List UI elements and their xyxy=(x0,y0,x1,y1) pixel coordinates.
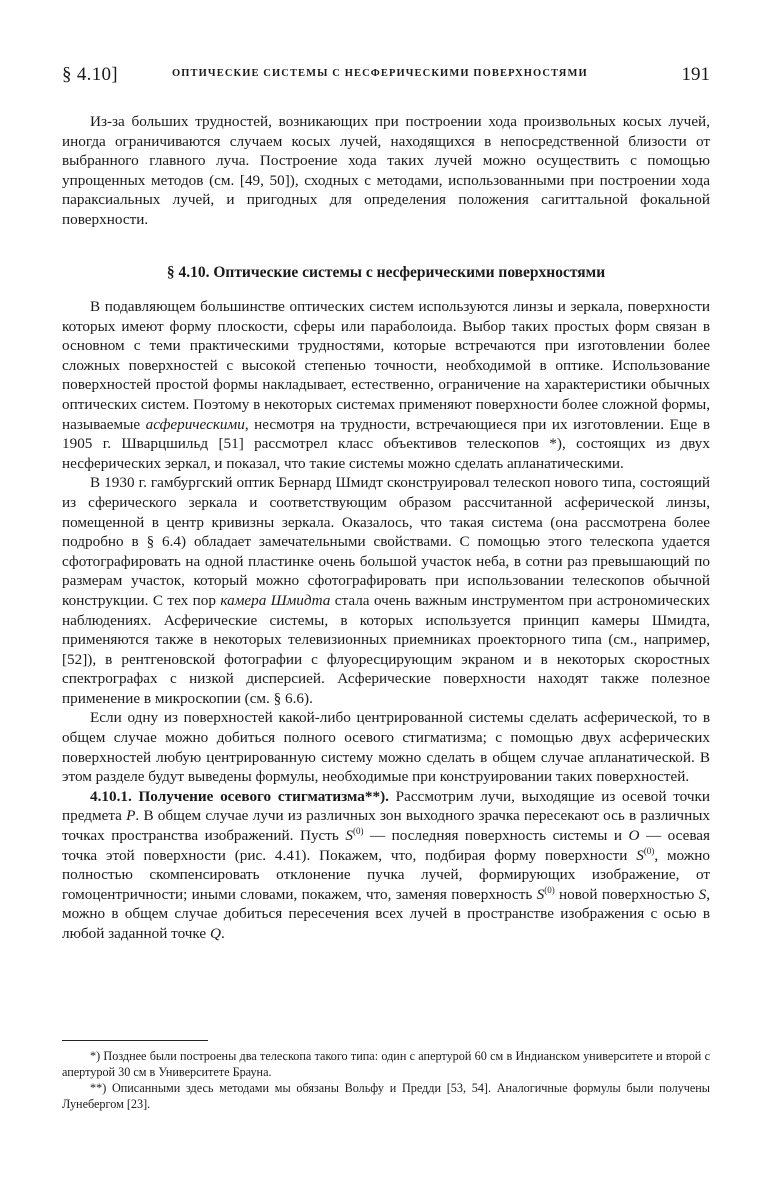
header-title: ОПТИЧЕСКИЕ СИСТЕМЫ С НЕСФЕРИЧЕСКИМИ ПОВЕРХНОСТЯМИ xyxy=(172,68,588,79)
superscript-0-b: (0) xyxy=(643,845,655,856)
superscript-0-c: (0) xyxy=(544,884,555,895)
p4-span-6: новой поверхностью xyxy=(554,885,699,903)
page-number: 191 xyxy=(681,64,710,85)
symbol-S: S xyxy=(698,885,707,903)
body-text xyxy=(62,297,710,944)
symbol-S0: S xyxy=(345,827,353,845)
p2-text-after: стала очень важным инструментом при астрономических наблюдениях. Асферические системы, в которых используется принцип камеры Шмидта, применяются также в некоторых телевизионных приемниках проекторного типа (см., например, [52]), в рентгеновской фотографии с флуоресцирующим экраном и в некоторых скоростных спектрографах с низкой дисперсией. Асферические поверхности находят также полезное применение в микроскопии (см. § 6.6). xyxy=(62,591,711,707)
symbol-S0-b: S xyxy=(636,846,644,864)
paragraph-3: Если одну из поверхностей какой-либо центрированной системы сделать асферической, то в общем случае можно добиться полного осевого стигматизма; с помощью двух асферических поверхностей любую центрированную систему можно сделать в общем случае апланатической. В этом разделе будут выведены формулы, необходимые при конструировании таких поверхностей. xyxy=(62,709,710,786)
symbol-S0-c: S xyxy=(536,885,545,903)
superscript-0: (0) xyxy=(352,825,364,836)
p1-text-before: В подавляющем большинстве оптических систем используются линзы и зеркала, поверхности которых имеют форму плоскости, сферы или параболоида. Выбор таких простых форм связан в основном с теми практическими трудностями, которые встречаются при изготовлении более сложных поверхностей с высокой степенью точности, необходимой в оптике. Использование поверхностей простой формы накладывает, естественно, ограничение на характеристики обычных оптических систем. Поэтому в некоторых системах применяют поверхности более сложной формы, называемые xyxy=(62,298,710,433)
footnote-divider xyxy=(62,1040,208,1041)
symbol-O: O xyxy=(628,827,640,845)
footnotes xyxy=(62,1048,710,1112)
p4-span-1: Рассмотрим лучи, выходящие из осевой точки предмета xyxy=(62,787,710,825)
p4-span-2: . В общем случае лучи из различных зон выходного зрачка пересекают ось в различных точках пространства изображений. Пусть xyxy=(62,807,710,845)
paragraph-2 xyxy=(62,473,710,708)
footnote-1: *) Позднее были построены два телескопа такого типа: один с апертурой 60 см в Индианском университете и второй с апертурой 30 см в Университете Брауна. xyxy=(62,1049,710,1079)
intro-paragraph: Из-за больших трудностей, возникающих при построении хода произвольных косых лучей, иногда ограничиваются случаем косых лучей, находящихся в непосредственной близости от выбранного главного луча. Построение хода таких лучей можно осуществить с помощью упрощенных методов (см. [49, 50]), сходных с методами, использованными при построении хода параксиальных лучей, и пригодных для определения положения сагиттальной фокальной поверхности. xyxy=(62,113,710,228)
paragraph-4 xyxy=(62,787,710,944)
subsection-heading: 4.10.1. Получение осевого стигматизма**). xyxy=(90,787,389,805)
p1-term: асферическими xyxy=(145,415,245,433)
p2-term: камера Шмидта xyxy=(220,591,331,609)
p4-span-3: — последняя поверхность системы и xyxy=(363,827,629,845)
intro-block xyxy=(62,112,710,230)
p4-span-4: — осевая точка этой поверхности (рис. 4.41). Покажем, что, подбирая форму поверхности xyxy=(62,827,711,864)
p2-text-before: В 1930 г. гамбургский оптик Бернард Шмидт сконструировал телескоп нового типа, состоящий из сферического зеркала и соответствующим образом рассчитанной асферической линзы, помещенной в центр кривизны зеркала. Оказалось, что такая система (она рассмотрена более подробно в § 6.4) обладает замечательными свойствами. С помощью этого телескопа удается сфотографировать на одной пластинке очень большой участок неба, в сотни раз превышающий по размерам участок, который можно сфотографировать при использовании телескопов обычной конструкции. С тех пор xyxy=(62,474,710,609)
p4-span-7: , можно в общем случае добиться пересечения всех лучей в пространстве изображения с осью в любой заданной точке xyxy=(62,885,710,942)
header-section-ref: § 4.10] xyxy=(62,64,118,85)
symbol-P: P xyxy=(126,807,136,825)
section-title: § 4.10. Оптические системы с несферическими поверхностями xyxy=(166,264,606,281)
p4-span-5: , можно полностью скомпенсировать отклонение пучка лучей, формирующих изображение, от гомоцентричности; иными словами, покажем, что, заменяя поверхность xyxy=(62,846,710,903)
footnote-2: **) Описанными здесь методами мы обязаны Вольфу и Предди [53, 54]. Аналогичные формулы были получены Лунебергом [23]. xyxy=(62,1081,710,1111)
paragraph-1 xyxy=(62,297,710,473)
p1-text-after: , несмотря на трудности, встречающиеся при их изготовлении. Еще в 1905 г. Шварцшильд [51] рассмотрел класс объективов телескопов *), состоящих из двух несферических зеркал, и показал, что такие системы можно сделать апланатическими. xyxy=(62,415,710,472)
symbol-Q: Q xyxy=(209,925,221,942)
running-header xyxy=(62,64,710,88)
p4-span-8: . xyxy=(220,925,225,942)
